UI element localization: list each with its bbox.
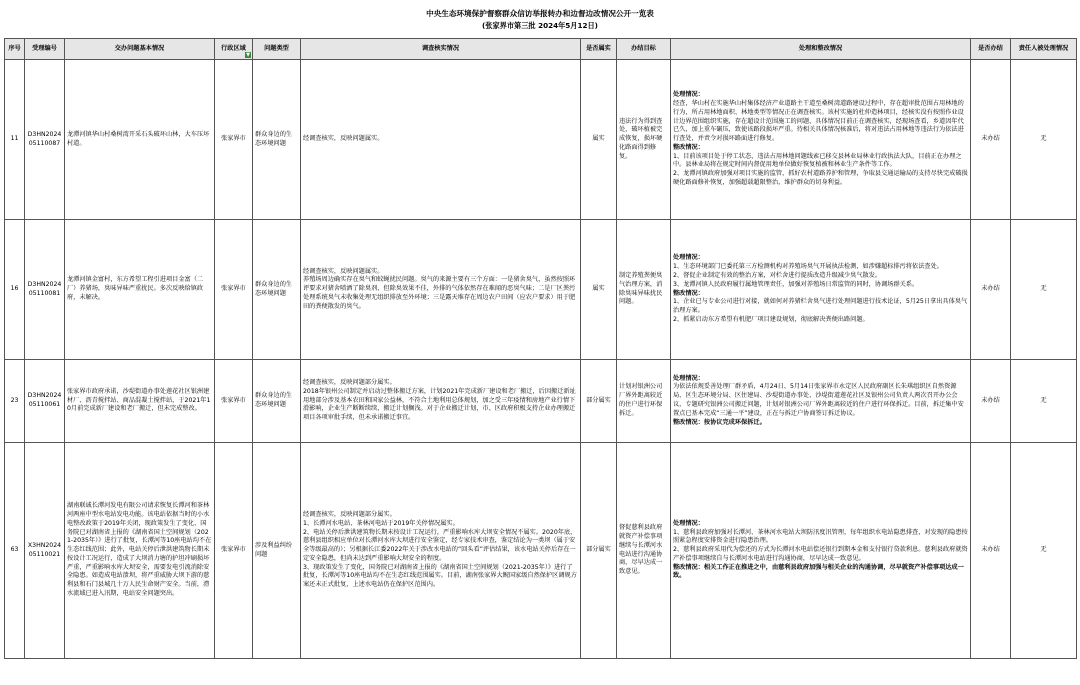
investigation-paragraph: 经调查核实，反映问题属实。 — [303, 135, 384, 143]
handling-heading: 整改情况： — [673, 143, 704, 151]
cell-investigation — [301, 360, 581, 443]
cell-goal: 违法行为得到查处，破坏植被完成恢复，损坏硬化路面得到修复。 — [617, 60, 671, 220]
cell-investigation — [301, 443, 581, 659]
handling-heading: 处理情况： — [673, 374, 704, 382]
handling-heading: 整改情况：按协议完成环保拆迁。 — [673, 418, 766, 426]
document-page — [4, 8, 1076, 659]
cell-handling — [671, 220, 971, 360]
table-row — [5, 443, 1077, 659]
cell-true: 部分属实 — [581, 443, 617, 659]
cell-true: 属实 — [581, 60, 617, 220]
cell-type: 群众身边的生态环境问题 — [253, 360, 301, 443]
cell-region: 张家界市 — [215, 443, 253, 659]
handling-paragraph: 2、慈利县政府采用代为偿还的方式为长潭河水电站偿还银行到期本金和支付银行贷款利息。慈利县政府就资产补偿事项继续自与长潭河水电站进行沟通协商，尽早达成一致意见。 — [673, 546, 968, 562]
cell-seq: 16 — [5, 220, 25, 360]
cell-closed: 未办结 — [971, 60, 1011, 220]
cell-closed: 未办结 — [971, 360, 1011, 443]
cell-goal: 计划对银洲公司厂界外距离较近的住户进行环保拆迁。 — [617, 360, 671, 443]
handling-paragraph: 1、生态环境部门已委托第三方检测机构对养殖场臭气开展执法检测，如涉嫌超标排污将依法查处。 — [673, 263, 943, 271]
investigation-paragraph: 1、长潭河水电站、茶林河电站于2019年关停情况属实。 — [303, 519, 459, 527]
handling-paragraph: 1、企业已与专业公司进行对接，就如何对养猪栏舍臭气进行处理问题进行技术论证，5月25日拿出具体臭气治理方案。 — [673, 298, 968, 315]
filter-dropdown-icon[interactable]: ▼ — [246, 52, 250, 58]
cell-issue: 龙潭河镇华山村桑树湾开采石头破坏山林，大车压坏村道。 — [65, 60, 215, 220]
cell-punished: 无 — [1011, 443, 1077, 659]
col-header-seq: 序号 — [5, 39, 25, 60]
handling-heading: 整改情况： — [673, 289, 704, 297]
header-row — [5, 39, 1077, 60]
handling-heading: 处理情况： — [673, 254, 704, 262]
handling-paragraph: 1、慈利县政府加强对长潭河、茶林河水电站大坝防汛度汛管理，每年组织水电站隐患排查，对发现的隐患按照紧急程度安排资金进行隐患治理。 — [673, 528, 968, 545]
cell-seq: 23 — [5, 360, 25, 443]
table-row — [5, 360, 1077, 443]
handling-heading: 处理情况： — [673, 519, 704, 527]
cell-investigation — [301, 220, 581, 360]
table-body — [5, 60, 1077, 659]
handling-heading: 处理情况： — [673, 91, 704, 99]
investigation-paragraph: 经调查核实，反映问题部分属实。 — [303, 379, 396, 386]
cell-id: D3HN2024 05110061 — [25, 360, 65, 443]
table-row — [5, 60, 1077, 220]
investigation-paragraph: 2018年银州公司制定并启动过整体搬迁方案，计划2021年完成新厂建设和老厂搬迁，后因搬迁新址用地部分涉及基本农田和国家公益林，不符合土地利用总体规划，加之受三年疫情和房地产业行情下滑影响，企业生产断断续续，搬迁计划搁浅。对于企业搬迁计划，市、区政府积极支持企业办理搬迁项目各项审批手续，但未承诺搬迁事宜。 — [303, 387, 576, 422]
cell-type: 涉及利益纠纷问题 — [253, 443, 301, 659]
cell-issue: 龙潭河镇金富村，东方希望工程引进项目金富（二厂）养猪场，臭味异味严重扰民。多次反映给镇政府，未解决。 — [65, 220, 215, 360]
investigation-paragraph: 3、现政策发生了变化，国务院已对湖南省上报的《湖南省国土空间规划（2021-2035年）》进行了批复，长潭河等10座电站均不在生态红线范围属实。目前，湖南张家界大鲵国家级自然保护区调规方案还未正式批复，上述水电站仍在保护区范围内。 — [303, 563, 577, 589]
col-header-investigation: 调查核实情况 — [301, 39, 581, 60]
cell-punished: 无 — [1011, 360, 1077, 443]
cell-id: D3HN2024 05110087 — [25, 60, 65, 220]
investigation-paragraph: 养殖场周边确实存在臭气和蚊蝇扰民问题。臭气的来源主要有三个方面：一是猪舍臭气，虽然按照环评要求对猪舍喷洒了除臭剂，但除臭效果不佳，外排的气体依然存在难闻的恶臭气味；二是厂区粪污处理系统臭气未收集处理无组织排放至外环境；三是露天堆存在周边农户田间（应农户要求）用于肥田的粪便散发的臭气。 — [303, 276, 576, 310]
cell-handling — [671, 60, 971, 220]
investigation-paragraph: 经调查核实，反映问题部分属实。 — [303, 510, 396, 518]
col-header-region — [215, 39, 253, 60]
col-header-issue: 交办问题基本情况 — [65, 39, 215, 60]
handling-paragraph: 2、抓紧启动东方希望有机肥厂项目建设规划，彻底解决粪便出路问题。 — [673, 315, 869, 323]
handling-paragraph: 3、龙潭河镇人民政府履行属地管理责任，加强对养殖场日常监管的同时，协调场群关系。 — [673, 280, 919, 288]
cell-id: X3HN2024 05110021 — [25, 443, 65, 659]
cell-region: 张家界市 — [215, 360, 253, 443]
cell-punished: 无 — [1011, 60, 1077, 220]
col-header-closed: 是否办结 — [971, 39, 1011, 60]
col-header-id: 受理编号 — [25, 39, 65, 60]
cell-type: 群众身边的生态环境问题 — [253, 220, 301, 360]
handling-paragraph: 为依法依规妥善处理厂群矛盾，4月24日、5月14日张家界市永定区人民政府副区长朱琪组织区自然资源局、区生态环境分局、区住建局、沙堤街道办事处、沙堤街道莲花社区及银州公司负责人两次召开办公会议，专题研究银洲公司搬迁问题，计划对银洲公司厂界外距离较近的住户进行环保拆迁。目前，拆迁集中安置点已基本完成“三通一平”建设，正在与拆迁户协商签订拆迁协议。 — [673, 383, 964, 417]
cell-issue: 张家界市政府承诺，沙堤街道办事处莲花社区银洲建材厂、沥青搅拌站、商品混凝土搅拌站，于2021年10月前完成新厂建设和老厂搬迁，但未完成整改。 — [65, 360, 215, 443]
document-title: 中央生态环境保护督察群众信访举报转办和边督边改情况公开一览表 — [426, 9, 654, 18]
cell-true: 属实 — [581, 220, 617, 360]
cell-seq: 63 — [5, 443, 25, 659]
cell-issue: 湖南联诚长潭河发电有限公司请求恢复长潭河和茶林河两座中型水电站发电功能。该电站依据当时的小水电整改政策于2019年关闭，现政策发生了变化，国务院已对湖南省上报的《湖南省国土空间规划（2021-2035年）》进行了批复，长潭河等10座电站均不在生态红线范围；此外，电站关停后泄洪建筑物长期未按设计工况运行，造成了大坝消力塘的护坦冲刷损坏严重，严重影响水库大坝安全，需要发电引流消除安全隐患。如造成电站溃坝，将严重威胁大坝下游的慈利县和石门县城几十万人民生命财产安全。当前，澧水流域已进入汛期，电站安全问题突出。 — [65, 443, 215, 659]
investigation-paragraph: 2、电站关停后泄洪建筑物长期未按设计工况运行，严重影响水库大坝安全情况不属实。2020年底，慈利县组织相应单位对长潭河水库大坝进行安全鉴定，经专家技术审查，鉴定结论为一类坝（属于安全等级最高的）；另根据长江委2022年关于涉改水电站的“回头看”评估结果，该水电站关停后存在一定安全隐患，但尚未达到严重影响大坝安全的程度。 — [303, 528, 577, 562]
col-header-punished: 责任人被处理情况 — [1011, 39, 1077, 60]
col-header-goal: 办结目标 — [617, 39, 671, 60]
cell-closed: 未办结 — [971, 443, 1011, 659]
cell-region: 张家界市 — [215, 60, 253, 220]
cell-seq: 11 — [5, 60, 25, 220]
document-subtitle: (张家界市第三批 2024年5月12日) — [482, 21, 598, 30]
handling-paragraph: 经查，华山村在实施华山村集体经济产业道路主干道至桑树湾道路建设过程中，存在超审批范围占用林地的行为，所占用林地面积、林地类型等情况正在调查核实。该村实施的杜仲造林项目，经核实没有按照作业设计边界范围组织实施，存在超设计范围施工的问题，具体情况目前正在调查核实，经现场查看，乡道因年代已久，加上重车碾压，致使该路段损坏严重。待相关具体情况核准后，将对违法占用林地等违法行为依法进行查处，并责令对损坏路面进行修复。 — [673, 99, 964, 143]
col-header-region-label: 行政区域 — [221, 44, 246, 52]
cell-region: 张家界市 — [215, 220, 253, 360]
cell-goal: 制定养殖粪便臭气治理方案，消除臭味异味扰民问题。 — [617, 220, 671, 360]
handling-paragraph: 2、督促企业制定有效的整治方案，对栏舍进行提质改造升级减少臭气散发。 — [673, 271, 882, 279]
col-header-true: 是否属实 — [581, 39, 617, 60]
handling-paragraph: 1、目前该项目处于停工状态，违法占用林地问题线索已移交县林业局林业行政执法大队，目前正在办理之中。县林业局将在规定时间内督促用地单位做好恢复植被和林业生产条件等工作。 — [673, 152, 962, 169]
col-header-handling: 处理和整改情况 — [671, 39, 971, 60]
cell-type: 群众身边的生态环境问题 — [253, 60, 301, 220]
cell-closed: 未办结 — [971, 220, 1011, 360]
cell-handling — [671, 443, 971, 659]
cell-investigation — [301, 60, 581, 220]
handling-heading: 整改情况：相关工作正在推进之中，由慈利县政府加强与相关企业的沟通协调，尽早就资产补偿事项达成一致。 — [673, 563, 964, 580]
cell-goal: 督促慈利县政府就资产补偿事项继续与长潭河水电站进行沟通协商，尽早达成一致意见。 — [617, 443, 671, 659]
handling-paragraph: 2、龙潭河镇政府加强对项目实施的监管，抓好农村道路养护和管理，争取县交通运输局的支持尽快完成破损硬化路面修补恢复，加强超载超限整治，维护群众的切身利益。 — [673, 170, 968, 187]
table-row — [5, 220, 1077, 360]
report-table — [4, 38, 1077, 659]
cell-id: D3HN2024 05110081 — [25, 220, 65, 360]
col-header-type: 问题类型 — [253, 39, 301, 60]
cell-true: 部分属实 — [581, 360, 617, 443]
cell-punished: 无 — [1011, 220, 1077, 360]
cell-handling — [671, 360, 971, 443]
investigation-paragraph: 经调查核实，反映问题属实。 — [303, 267, 384, 275]
